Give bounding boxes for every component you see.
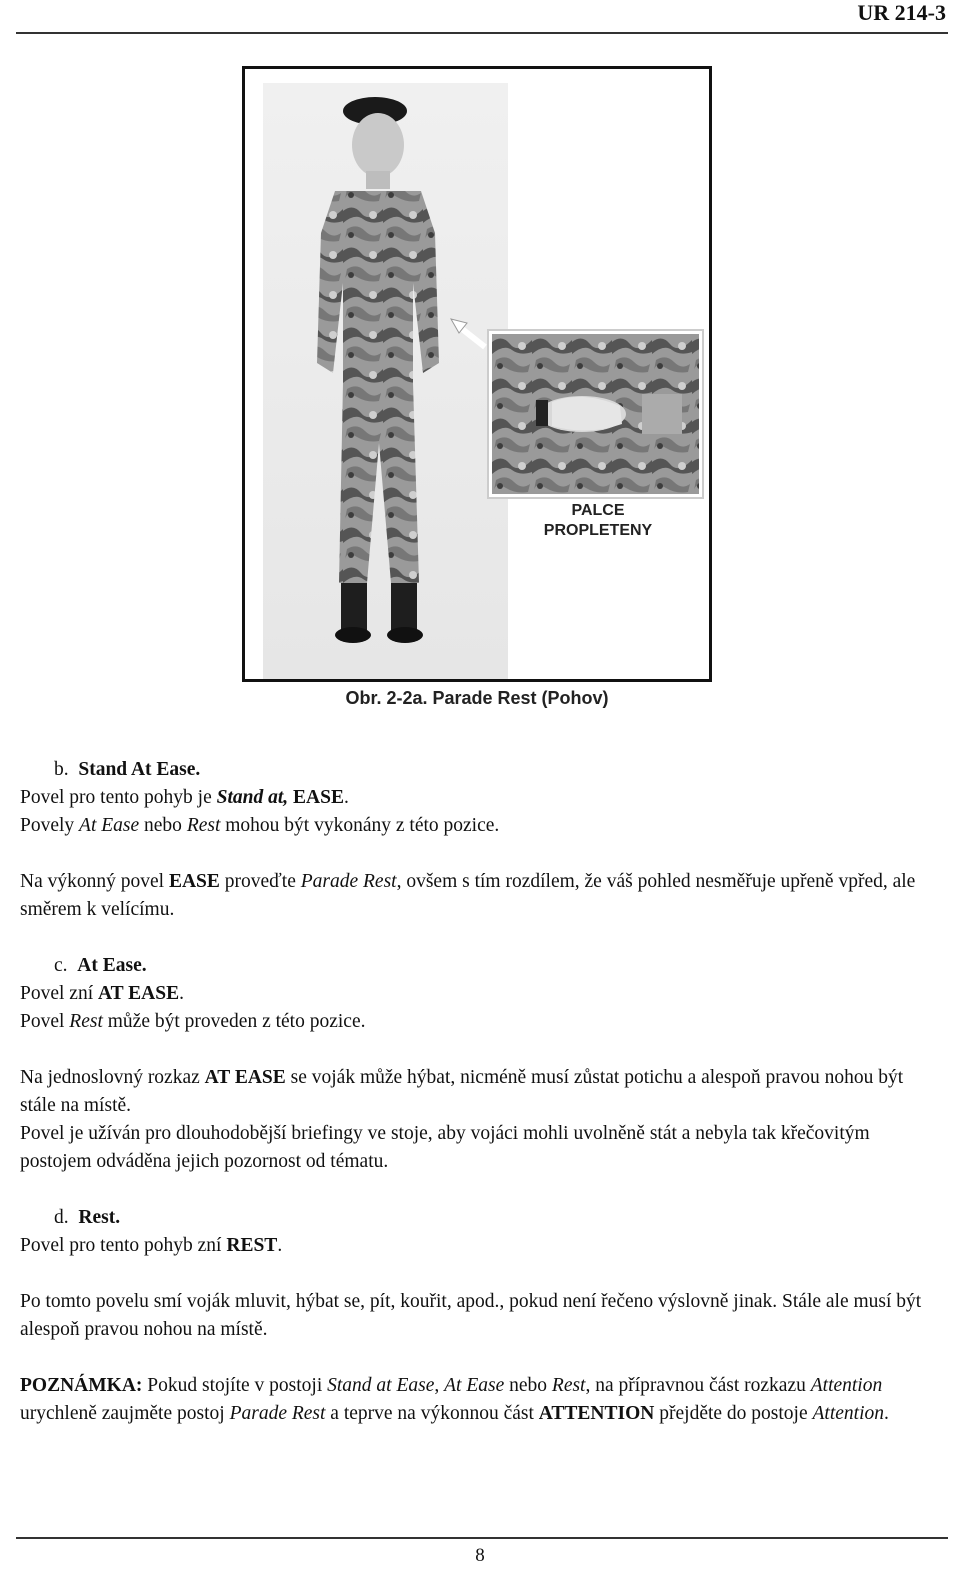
- section-c-line-1: Povel zní AT EASE.: [20, 983, 184, 1004]
- document-code: UR 214-3: [857, 0, 946, 25]
- document-body: [20, 756, 932, 1428]
- section-letter: b.: [54, 759, 69, 780]
- hands-inset-photo: [489, 331, 702, 497]
- hands-illustration: [492, 334, 699, 494]
- header-rule: [16, 32, 948, 34]
- section-b-line-2: Povely At Ease nebo Rest mohou být vykonány z této pozice.: [20, 815, 500, 836]
- inset-label-line-1: PALCE: [571, 502, 625, 519]
- section-title: Stand At Ease.: [78, 759, 201, 780]
- inset-label-line-2: PROPLETENY: [543, 522, 653, 539]
- section-b-line-1: Povel pro tento pohyb je Stand at, EASE.: [20, 787, 349, 808]
- figure-caption: Obr. 2-2a. Parade Rest (Pohov): [345, 688, 609, 708]
- inset-label: [503, 501, 693, 541]
- section-b-heading: [20, 756, 932, 784]
- figure-frame: [242, 66, 712, 682]
- page-number: 8: [475, 1545, 485, 1566]
- section-title: Rest.: [78, 1207, 121, 1228]
- section-d-heading: [20, 1204, 932, 1232]
- footer-rule: [16, 1537, 948, 1539]
- section-d-line-1: Povel pro tento pohyb zní REST.: [20, 1235, 283, 1256]
- note-paragraph: POZNÁMKA: Pokud stojíte v postoji Stand at Ease, At Ease nebo Rest, na přípravnou část rozkazu Attention urychleně zaujměte postoj Parade Rest a teprve na výkonnou část ATTENTION přejděte do postoje Attention.: [20, 1375, 889, 1424]
- section-d-paragraph: Po tomto povelu smí voják mluvit, hýbat se, pít, kouřit, apod., pokud není řečeno výslovně jinak. Stále ale musí být alespoň pravou nohou na místě.: [20, 1291, 922, 1340]
- section-c-line-2: Povel Rest může být proveden z této pozice.: [20, 1011, 366, 1032]
- section-c-paragraph-2: Povel je užíván pro dlouhodobější briefingy ve stoje, aby vojáci mohli uvolněně stát a nebyla tak křečovitým postojem odváděna jejich pozornost od tématu.: [20, 1123, 870, 1172]
- section-c-heading: [20, 952, 932, 980]
- section-letter: c.: [54, 955, 68, 976]
- section-title: At Ease.: [77, 955, 147, 976]
- section-b-paragraph: Na výkonný povel EASE proveďte Parade Rest, ovšem s tím rozdílem, že váš pohled nesměřuje upřeně vpřed, ale směrem k velícímu.: [20, 871, 916, 920]
- section-c-paragraph-1: Na jednoslovný rozkaz AT EASE se voják může hýbat, nicméně musí zůstat potichu a alespoň pravou nohou být stále na místě.: [20, 1067, 904, 1116]
- section-letter: d.: [54, 1207, 69, 1228]
- note-label: POZNÁMKA:: [20, 1375, 143, 1396]
